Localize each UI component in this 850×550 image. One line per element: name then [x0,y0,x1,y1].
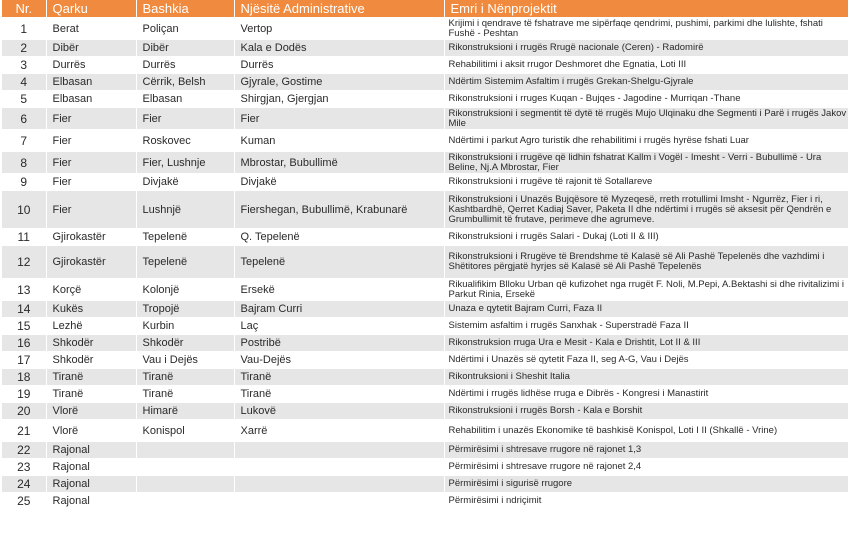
header-bashkia: Bashkia [136,0,234,18]
cell-qarku: Rajonal [46,476,136,493]
cell-bashkia: Cërrik, Belsh [136,74,234,91]
cell-bashkia: Tepelenë [136,229,234,246]
cell-qarku: Gjirokastër [46,229,136,246]
cell-qarku: Korçë [46,279,136,301]
table-row [2,191,848,229]
cell-emri: Rikonstruksioni i segmentit të dytë të rrugës Mujo Ulqinaku dhe Segmenti i Parë i rrugës Jakov Mile [444,108,848,130]
cell-emri: Rikonstruksioni i Unazës Bujqësore të Myzeqesë, rreth rrotullimi Imsht - Ngurrëz, Fier i ri, Kashtbardhë, Qerret Kadiaj Saver, Paketa II dhe ndërtimi i rrugës së aksesit për Qendrën e Grumbullimit të frutave, perimeve dhe agrumeve. [444,191,848,229]
cell-nr: 7 [2,130,46,152]
cell-njesite: Ersekë [234,279,444,301]
cell-nr: 10 [2,191,46,229]
cell-emri: Rikonstruksioni i rrugës Borsh - Kala e Borshit [444,403,848,420]
cell-qarku: Fier [46,152,136,174]
cell-nr: 8 [2,152,46,174]
cell-qarku: Shkodër [46,335,136,352]
cell-bashkia: Poliçan [136,18,234,40]
cell-qarku: Rajonal [46,459,136,476]
cell-bashkia: Himarë [136,403,234,420]
cell-nr: 9 [2,174,46,191]
cell-emri: Rikonstruksioni i rruges Kuqan - Bujqes - Jagodine - Murriqan -Thane [444,91,848,108]
cell-qarku: Berat [46,18,136,40]
cell-qarku: Elbasan [46,91,136,108]
cell-emri: Krijimi i qendrave të fshatrave me sipërfaqe qendrimi, pushimi, parkimi dhe lulishte, fshati Fushë - Peshtan [444,18,848,40]
table-row [2,318,848,335]
cell-nr: 24 [2,476,46,493]
cell-emri: Rikualifikim Blloku Urban që kufizohet nga rrugët F. Noli, M.Pepi, A.Bektashi si dhe rivitalizimi i Parkut Rinia, Ersekë [444,279,848,301]
cell-qarku: Gjirokastër [46,246,136,279]
table-row [2,459,848,476]
cell-nr: 25 [2,493,46,510]
header-row [2,0,848,18]
table-row [2,279,848,301]
table-row [2,493,848,510]
cell-nr: 17 [2,352,46,369]
cell-emri: Përmirësimi i sigurisë rrugore [444,476,848,493]
table-row [2,476,848,493]
cell-njesite: Q. Tepelenë [234,229,444,246]
cell-njesite: Gjyrale, Gostime [234,74,444,91]
cell-bashkia: Vau i Dejës [136,352,234,369]
cell-emri: Rehabilitim i unazës Ekonomike të bashkisë Konispol, Loti I II (Shkallë - Vrine) [444,420,848,442]
cell-emri: Rikontruksioni i Sheshit Italia [444,369,848,386]
cell-bashkia: Divjakë [136,174,234,191]
cell-bashkia: Elbasan [136,91,234,108]
cell-bashkia: Dibër [136,40,234,57]
header-njesite: Njësitë Administrative [234,0,444,18]
cell-njesite: Divjakë [234,174,444,191]
cell-nr: 23 [2,459,46,476]
header-qarku: Qarku [46,0,136,18]
cell-qarku: Rajonal [46,442,136,459]
cell-bashkia: Tiranë [136,369,234,386]
cell-njesite: Durrës [234,57,444,74]
cell-njesite: Fiershegan, Bubullimë, Krabunarë [234,191,444,229]
cell-bashkia [136,459,234,476]
cell-emri: Përmirësimi i shtresave rrugore në rajonet 2,4 [444,459,848,476]
cell-bashkia: Fier [136,108,234,130]
cell-qarku: Lezhë [46,318,136,335]
table-row [2,91,848,108]
table-row [2,229,848,246]
cell-nr: 22 [2,442,46,459]
cell-emri: Ndërtimi i parkut Agro turistik dhe rehabilitimi i rrugës hyrëse fshati Luar [444,130,848,152]
cell-bashkia: Shkodër [136,335,234,352]
cell-nr: 3 [2,57,46,74]
cell-emri: Ndërtim Sistemim Asfaltim i rrugës Grekan-Shelgu-Gjyrale [444,74,848,91]
cell-bashkia: Tepelenë [136,246,234,279]
table-row [2,420,848,442]
table-row [2,352,848,369]
table-row [2,108,848,130]
table-row [2,246,848,279]
cell-nr: 15 [2,318,46,335]
cell-njesite: Tiranë [234,369,444,386]
cell-emri: Rikonstruksioni i rrugëve që lidhin fshatrat Kallm i Vogël - Imesht - Verri - Bubullimë - Ura Beline, Nj.A Mbrostar, Fier [444,152,848,174]
table-row [2,403,848,420]
cell-nr: 1 [2,18,46,40]
table-row [2,57,848,74]
cell-nr: 14 [2,301,46,318]
cell-njesite: Xarrë [234,420,444,442]
table-row [2,335,848,352]
cell-njesite [234,442,444,459]
header-emri: Emri i Nënprojektit [444,0,848,18]
cell-emri: Rikonstruksioni i Rrugëve të Brendshme të Kalasë së Ali Pashë Tepelenës dhe vazhdimi i Shëtitores përgjatë hyrjes së Kalasë së Ali Pashë Tepelenës [444,246,848,279]
cell-njesite: Mbrostar, Bubullimë [234,152,444,174]
cell-nr: 20 [2,403,46,420]
cell-qarku: Tiranë [46,369,136,386]
cell-emri: Përmirësimi i shtresave rrugore në rajonet 1,3 [444,442,848,459]
cell-bashkia: Tropojë [136,301,234,318]
cell-njesite: Postribë [234,335,444,352]
cell-emri: Ndërtimi i Unazës së qytetit Faza II, seg A-G, Vau i Dejës [444,352,848,369]
cell-qarku: Fier [46,108,136,130]
cell-qarku: Fier [46,191,136,229]
cell-emri: Rikonstruksioni i rrugës Rrugë nacionale (Ceren) - Radomirë [444,40,848,57]
table-row [2,369,848,386]
cell-qarku: Vlorë [46,420,136,442]
table-row [2,18,848,40]
cell-nr: 2 [2,40,46,57]
cell-njesite [234,493,444,510]
cell-nr: 16 [2,335,46,352]
cell-qarku: Dibër [46,40,136,57]
cell-njesite: Bajram Curri [234,301,444,318]
cell-njesite: Lukovë [234,403,444,420]
cell-qarku: Elbasan [46,74,136,91]
cell-nr: 13 [2,279,46,301]
cell-bashkia: Fier, Lushnje [136,152,234,174]
cell-nr: 12 [2,246,46,279]
cell-qarku: Kukës [46,301,136,318]
cell-njesite [234,476,444,493]
table-row [2,386,848,403]
cell-bashkia: Kolonjë [136,279,234,301]
projects-table [2,0,849,510]
cell-emri: Sistemim asfaltim i rrugës Sanxhak - Superstradë Faza II [444,318,848,335]
cell-nr: 11 [2,229,46,246]
cell-nr: 18 [2,369,46,386]
table-row [2,152,848,174]
cell-bashkia [136,493,234,510]
cell-emri: Rikonstruksion rruga Ura e Mesit - Kala e Drishtit, Lot II & III [444,335,848,352]
cell-nr: 19 [2,386,46,403]
cell-nr: 21 [2,420,46,442]
cell-njesite [234,459,444,476]
table-row [2,40,848,57]
cell-bashkia: Roskovec [136,130,234,152]
header-nr: Nr. [2,0,46,18]
table-row [2,174,848,191]
cell-njesite: Tiranë [234,386,444,403]
cell-qarku: Vlorë [46,403,136,420]
cell-emri: Rikonstruksioni i rrugëve të rajonit të Sotallareve [444,174,848,191]
cell-njesite: Laç [234,318,444,335]
cell-emri: Rehabilitimi i aksit rrugor Deshmoret dhe Egnatia, Loti III [444,57,848,74]
cell-njesite: Vertop [234,18,444,40]
cell-nr: 5 [2,91,46,108]
cell-emri: Ndërtimi i rrugës lidhëse rruga e Dibrës - Kongresi i Manastirit [444,386,848,403]
cell-bashkia: Durrës [136,57,234,74]
table-row [2,442,848,459]
cell-nr: 4 [2,74,46,91]
cell-njesite: Vau-Dejës [234,352,444,369]
cell-emri: Unaza e qytetit Bajram Curri, Faza II [444,301,848,318]
cell-qarku: Fier [46,174,136,191]
cell-emri: Rikonstruksioni i rrugës Salari - Dukaj (Loti II & III) [444,229,848,246]
cell-emri: Përmirësimi i ndriçimit [444,493,848,510]
cell-bashkia: Tiranë [136,386,234,403]
cell-qarku: Durrës [46,57,136,74]
cell-qarku: Tiranë [46,386,136,403]
cell-qarku: Rajonal [46,493,136,510]
cell-bashkia: Kurbin [136,318,234,335]
cell-nr: 6 [2,108,46,130]
cell-njesite: Fier [234,108,444,130]
cell-qarku: Fier [46,130,136,152]
cell-bashkia: Lushnjë [136,191,234,229]
cell-njesite: Shirgjan, Gjergjan [234,91,444,108]
cell-njesite: Kuman [234,130,444,152]
table-row [2,301,848,318]
cell-bashkia: Konispol [136,420,234,442]
cell-njesite: Tepelenë [234,246,444,279]
table-row [2,74,848,91]
cell-bashkia [136,476,234,493]
cell-qarku: Shkodër [46,352,136,369]
cell-njesite: Kala e Dodës [234,40,444,57]
table-row [2,130,848,152]
cell-bashkia [136,442,234,459]
